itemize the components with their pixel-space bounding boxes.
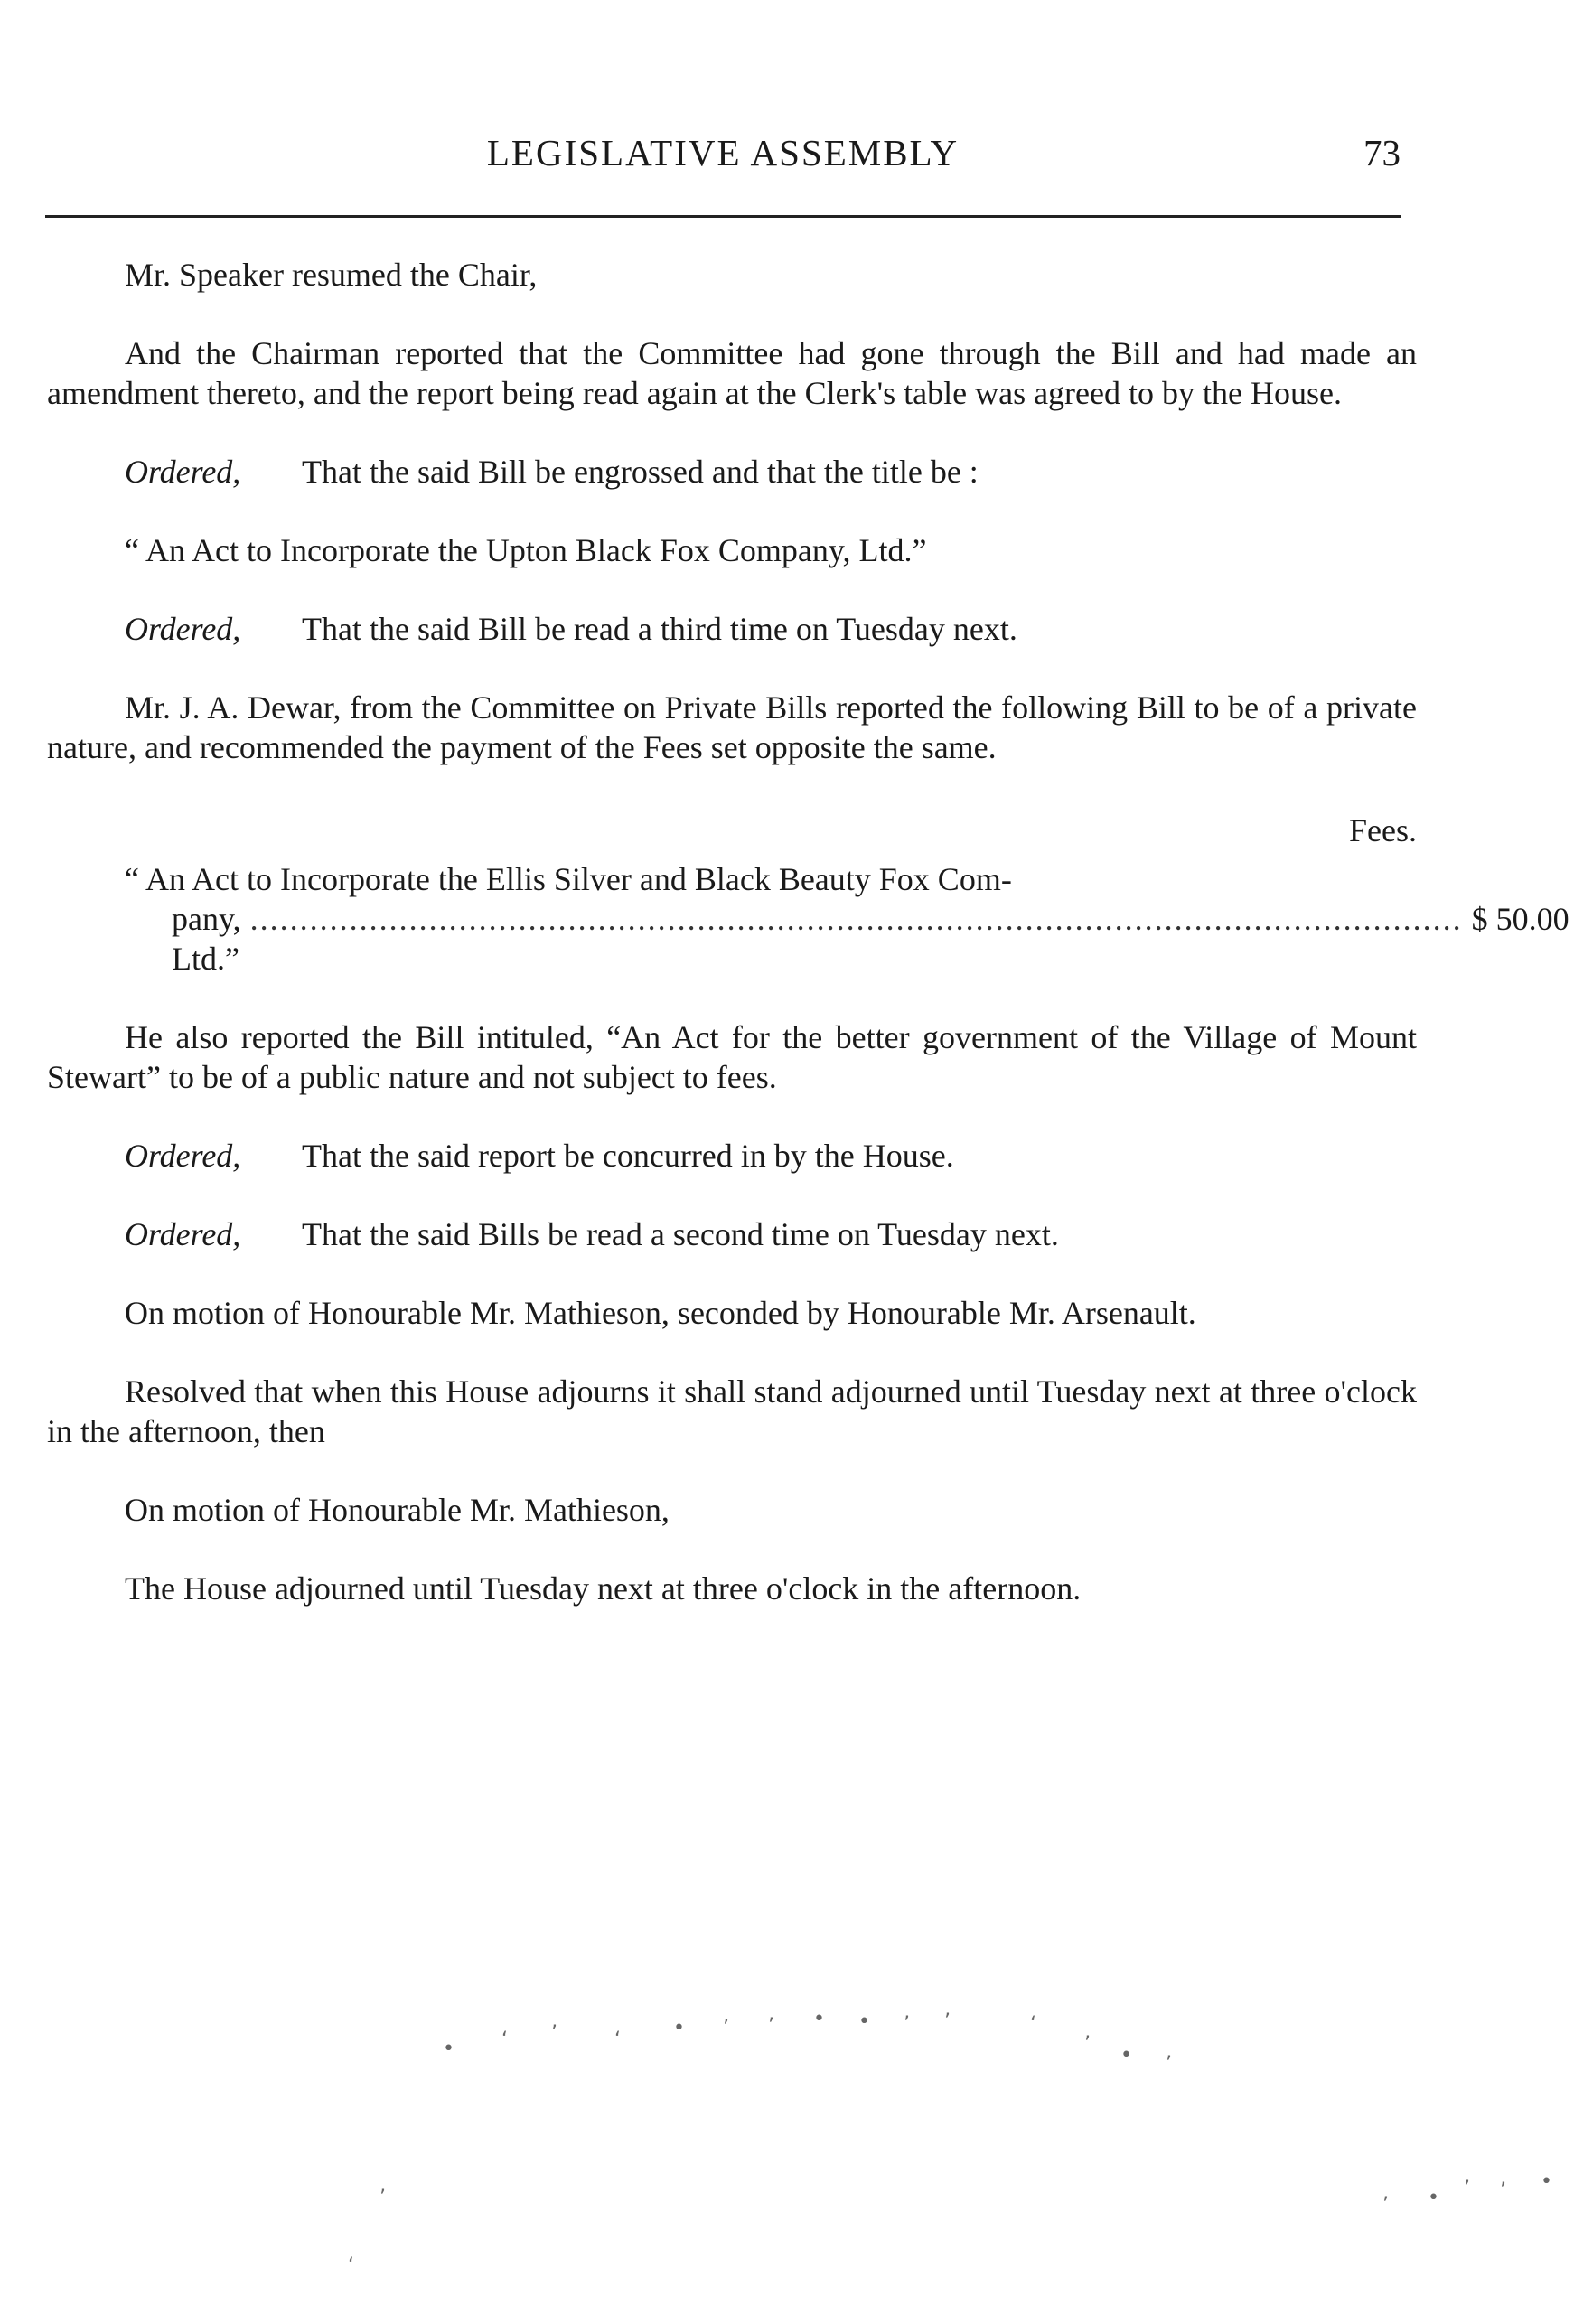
ordered-label: Ordered, bbox=[125, 454, 241, 490]
running-title: LEGISLATIVE ASSEMBLY bbox=[486, 132, 960, 173]
paragraph-chairman-report: And the Chairman reported that the Committee had gone through the Bill and had made an amendment thereto, and the report being read again at the Clerk's table was agreed to by the House. bbox=[47, 335, 1417, 411]
paragraph-speaker: Mr. Speaker resumed the Chair, bbox=[125, 257, 538, 293]
fee-item-title: “ An Act to Incorporate the Ellis Silver and Black Beauty Fox Com- bbox=[125, 861, 1012, 897]
fee-amount: $ 50.00 bbox=[1471, 901, 1569, 937]
fee-item bbox=[125, 859, 1569, 979]
ordered-engrossed bbox=[125, 452, 1417, 492]
ordered-label: Ordered, bbox=[125, 611, 241, 647]
ordered-label: Ordered, bbox=[125, 1216, 241, 1252]
fee-item-line bbox=[172, 899, 1569, 979]
ordered-concurred bbox=[125, 1136, 1417, 1176]
page-body bbox=[47, 255, 1569, 1647]
paragraph-motion: On motion of Honourable Mr. Mathieson, bbox=[125, 1492, 670, 1528]
ordered-label: Ordered, bbox=[125, 1138, 241, 1174]
page-number: 73 bbox=[1363, 132, 1401, 173]
fee-item-title-end: pany, Ltd.” bbox=[172, 901, 241, 977]
paragraph-adjourned: The House adjourned until Tuesday next at three o'clock in the afternoon. bbox=[125, 1570, 1082, 1607]
paragraph-dewar-report: Mr. J. A. Dewar, from the Committee on Private Bills reported the following Bill to be of a private nature, and recommended the payment of the Fees set opposite the same. bbox=[47, 689, 1417, 765]
ordered-text: That the said Bill be engrossed and that the title be : bbox=[302, 454, 979, 490]
paragraph-resolved: Resolved that when this House adjourns it shall stand adjourned until Tuesday next at three o'clock in the afternoon, then bbox=[47, 1373, 1417, 1449]
paragraph-motion-seconded: On motion of Honourable Mr. Mathieson, seconded by Honourable Mr. Arsenault. bbox=[125, 1295, 1196, 1331]
document-page: LEGISLATIVE ASSEMBLY 73 Mr. Speaker resumed the Chair, And the Chairman reported that the Committee had gone through the Bill and had made an amendment thereto, and the report being read again at the Clerk's table was agreed to by the House. Ordered, That the said Bill be engrossed and that the title be : “ An Act to Incorporate the Upton Black Fox Company, Ltd.” Ordered, That the said Bill be read a third time on Tuesday next. Mr. J. A. Dewar, from the Committee on Private Bills reported the following Bill to be of a private nature, and recommended the payment of the Fees set opposite the same. Fees. “ An Act to Incorporate the Ellis Silver and Black Beauty Fox Com- pany, Ltd.” .......................................................................................................................... $ 50.00 He also reported the Bill intituled, “An Act for the better government of the Village of Mount Stewart” to be of a public nature and not subject to fees. Ordered, That the said report be concurred in by the House. Ordered, That the said Bills be read a second time on Tuesday next. On motion of Honourable Mr. Mathieson, seconded by Honourable Mr. Arsenault. Resolved that when this House adjourns it shall stand adjourned until Tuesday next at three o'clock in the afternoon, then On motion of Honourable Mr. Mathieson, The House adjourned until Tuesday next at three o'clock in the afternoon. • ‘ ’ ‘ • ’ ’ • • ’ ’ ‘ ’ • ’ ’ ‘ ’ • ’ ’ • bbox=[47, 132, 1569, 2277]
fees-heading: Fees. bbox=[1349, 812, 1417, 848]
ordered-third-reading bbox=[125, 609, 1417, 649]
page-header bbox=[45, 131, 1401, 185]
ordered-text: That the said Bills be read a second time on Tuesday next. bbox=[302, 1216, 1059, 1252]
header-rule bbox=[45, 215, 1401, 218]
bill-title-quote: “ An Act to Incorporate the Upton Black Fox Company, Ltd.” bbox=[125, 532, 927, 568]
ordered-text: That the said Bill be read a third time on Tuesday next. bbox=[302, 611, 1017, 647]
ordered-second-reading bbox=[125, 1214, 1417, 1254]
dot-leader: .......................................................................................................................... bbox=[249, 901, 1463, 937]
paragraph-also-reported: He also reported the Bill intituled, “An Act for the better government of the Village of Mount Stewart” to be of a public nature and not subject to fees. bbox=[47, 1019, 1417, 1095]
ordered-text: That the said report be concurred in by the House. bbox=[302, 1138, 954, 1174]
